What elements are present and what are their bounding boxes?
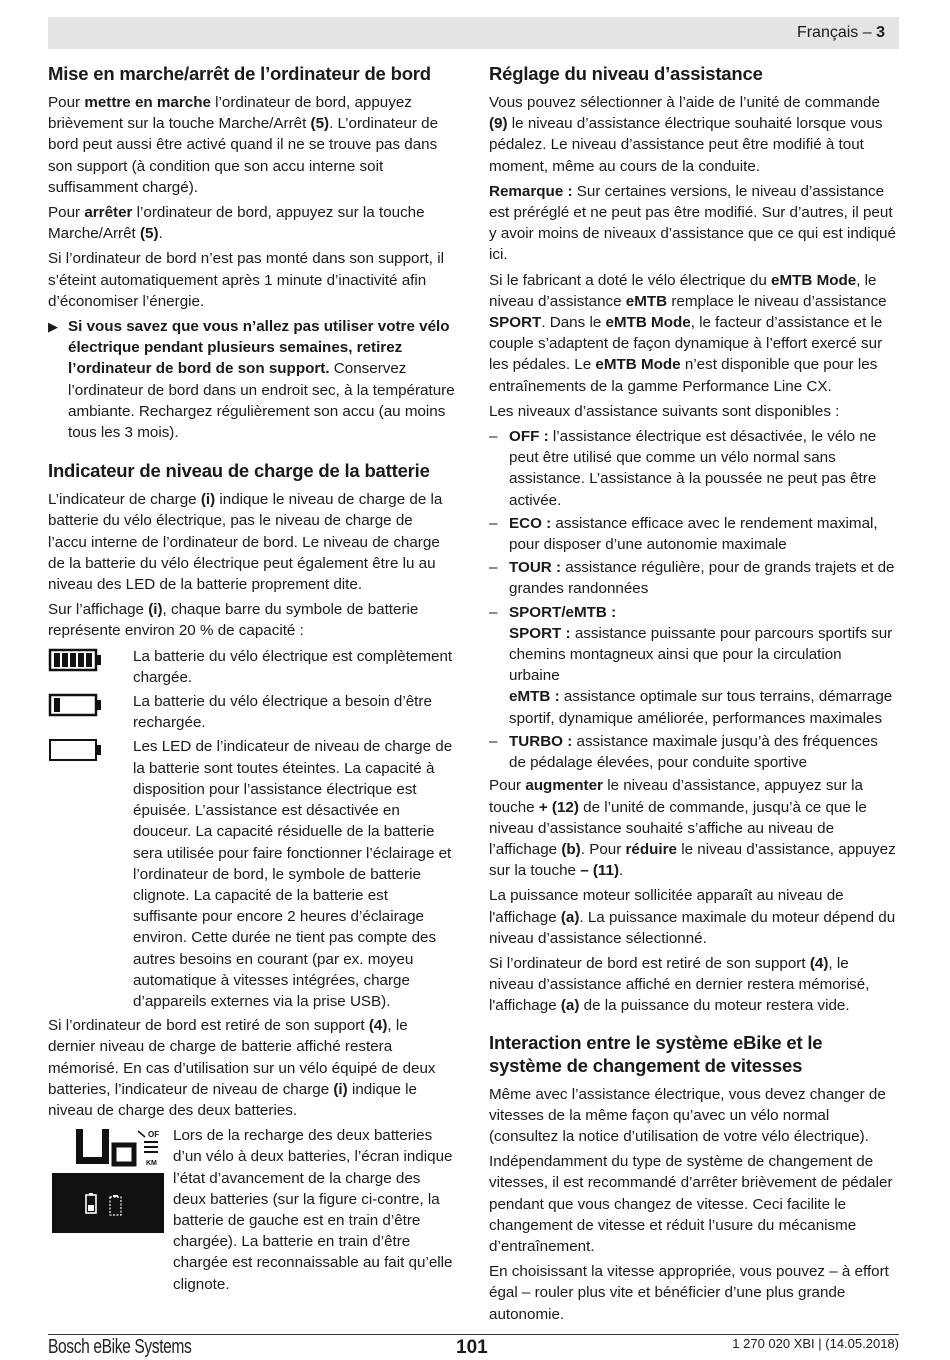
header-separator: – <box>858 24 877 41</box>
list-item-off: – OFF : l’assistance électrique est désactivée, le vélo ne peut être utilisé que comme un vélo normal sans assistance. L’assistance à la poussée ne peut pas être activée. <box>489 428 877 509</box>
section-title-battery: Indicateur de niveau de charge de la batterie <box>48 460 430 482</box>
list-item-tour: – TOUR : assistance régulière, pour de grands trajets et de grandes randonnées <box>489 559 895 598</box>
paragraph: Vous pouvez sélectionner à l’aide de l’unité de commande (9) le niveau d’assistance électrique souhaité lorsque vous pédalez. Le niveau d’assistance peut être modifié à tout moment, même au cours de la conduite. <box>489 94 883 175</box>
paragraph: En choisissant la vitesse appropriée, vous pouvez – à effort égal – rouler plus vite et bénéficier d’une plus grande autonomie. <box>489 1263 889 1323</box>
display-km-label: KM <box>146 1160 157 1168</box>
section-title-gear-shift: Interaction entre le système eBike et le système de changement de vitesses <box>489 1031 823 1076</box>
section-title-assistance: Réglage du niveau d’assistance <box>489 63 763 84</box>
battery-empty-icon <box>48 738 104 762</box>
battery-full-row: La batterie du vélo électrique est complètement chargée. <box>48 646 455 688</box>
battery-full-icon <box>48 648 104 672</box>
paragraph: L’indicateur de charge (i) indique le niveau de charge de la batterie du vélo électrique, pas le niveau de charge de l’accu interne de l’ordinateur de bord. Le niveau de charge de la batterie du vélo électrique peut également être lu au niveau des LED de la batterie proprement dite. <box>48 491 443 594</box>
paragraph: Si l’ordinateur de bord est retiré de son support (4), le niveau d’assistance affiché en dernier restera mémorisé, l'affichage (a) de la puissance du moteur restera vide. <box>489 954 870 1015</box>
triangle-arrow-icon: ▶ <box>48 319 58 335</box>
paragraph: Même avec l’assistance électrique, vous devez changer de vitesses de la même façon qu’avec un vélo normal (consultez la notice d’utilisation de votre vélo électrique). <box>489 1085 886 1145</box>
header-language-page <box>797 24 885 42</box>
paragraph: Si l’ordinateur de bord est retiré de son support (4), le dernier niveau de charge de batterie affiché restera mémorisé. En cas d’utilisation sur un vélo équipé de deux batteries, l’indicateur de niveau de charge (i) indique le niveau de charge des deux batteries. <box>48 1017 436 1119</box>
footer-divider <box>48 1334 899 1335</box>
section-title-power: Mise en marche/arrêt de l’ordinateur de bord <box>48 63 431 84</box>
page-number: 101 <box>456 1337 488 1358</box>
dual-battery-display-row: OF KM Lors de la recharge des deux batteries d’un vélo à deux batteries, l’écran indique l’état d’avancement de la charge des deux batteries (sur la figure ci-contre, la batterie de gauche est en train d’être chargée). La batterie en train d’être chargée est reconnaissable au fait qu’elle clignote. <box>48 1125 455 1295</box>
page-header-bar <box>48 17 899 49</box>
list-item-eco: – ECO : assistance efficace avec le rendement maximal, pour disposer d’une autonomie maximale <box>489 514 878 554</box>
paragraph: Pour arrêter l’ordinateur de bord, appuyez sur la touche Marche/Arrêt (5). <box>48 204 425 243</box>
paragraph: Pour mettre en marche l’ordinateur de bord, appuyez brièvement sur la touche Marche/Arrêt (5). L’ordinateur de bord peut aussi être activé quand il ne se trouve pas dans son support (à condition que son accu interne soit suffisamment chargé). <box>48 94 439 196</box>
header-page-number: 3 <box>876 24 885 41</box>
document-id: 1 270 020 XBI | (14.05.2018) <box>732 1336 899 1351</box>
paragraph: Les niveaux d’assistance suivants sont disponibles : <box>489 402 840 420</box>
list-item-sport-emtb: – SPORT/eMTB : SPORT : assistance puissante pour parcours sportifs sur chemins montagneux ainsi que pour la circulation urbaine eMTB : assistance optimale sur tous terrains, démarrage sportif, dynamique améliorée, performances maximales <box>489 603 893 727</box>
display-of-label: OF <box>148 1130 160 1140</box>
brand-logo: Bosch eBike Systems <box>48 1336 192 1358</box>
battery-low-icon <box>48 693 104 717</box>
paragraph: Si l’ordinateur de bord n’est pas monté dans son support, il s’éteint automatiquement après 1 minute d’inactivité afin d’économiser l’énergie. <box>48 250 444 310</box>
note-paragraph: Remarque : Sur certaines versions, le niveau d’assistance est préréglé et ne peut pas être modifié. Sur d’autres, il peut y avoir moins de niveaux d’assistance que ce qui est indiqué ici. <box>489 182 896 264</box>
battery-empty-row: Les LED de l’indicateur de niveau de charge de la batterie sont toutes éteintes. La capacité à disposition pour l’assistance électrique est épuisée. L’assistance est désactivée en douceur. La capacité résiduelle de la batterie sera utilisée pour faire fonctionner l’éclairage et l’ordinateur de bord, le symbole de batterie clignote. La capacité de la batterie est suffisante pour encore 2 heures d’éclairage environ. Cette durée ne tient pas compte des autres besoins en courant (par ex. moyeu automatique à vitesses intégrées, charge d’appareils externes via la prise USB). <box>48 736 455 1012</box>
paragraph: Pour augmenter le niveau d’assistance, appuyez sur la touche + (12) de l’unité de commande, jusqu’à ce que le niveau d’assistance souhaité s’affiche au niveau de l’affichage (b). Pour réduire le niveau d’assistance, appuyez sur la touche – (11). <box>489 777 896 880</box>
paragraph: Sur l’affichage (i), chaque barre du symbole de batterie représente environ 20 % de capacité : <box>48 601 419 640</box>
header-language: Français <box>796 24 859 41</box>
list-item-turbo: – TURBO : assistance maximale jusqu’à des fréquences de pédalage élevées, pour conduite sportive <box>489 732 878 772</box>
battery-low-row: La batterie du vélo électrique a besoin d’être rechargée. <box>48 691 455 733</box>
left-column <box>48 62 455 1295</box>
computer-display-icon <box>48 1125 168 1233</box>
paragraph: Indépendamment du type de système de changement de vitesses, il est recommandé d’arrêter brièvement de pédaler pendant que vous changez de vitesse. Ceci facilite le changement de vitesse et réduit l’usure du mécanisme d’entraînement. <box>489 1153 893 1255</box>
paragraph: Si le fabricant a doté le vélo électrique du eMTB Mode, le niveau d’assistance eMTB remplace le niveau d’assistance SPORT. Dans le eMTB Mode, le facteur d’assistance et le couple s’adaptent de façon dynamique à l’effort exercé sur les pédales. Le eMTB Mode n’est disponible que pour les entraînements de la gamme Performance Line CX. <box>489 271 887 395</box>
paragraph: La puissance moteur sollicitée apparaît au niveau de l'affichage (a). La puissance maximale du moteur dépend du niveau d’assistance sélectionné. <box>489 887 896 947</box>
warning-bullet: ▶ Si vous savez que vous n’allez pas utiliser votre vélo électrique pendant plusieurs semaines, retirez l’ordinateur de bord de son support. Conservez l’ordinateur de bord dans un endroit sec, à la température ambiante. Rechargez régulièrement son accu (au moins tous les 3 mois). <box>48 316 455 443</box>
right-column <box>489 62 896 1329</box>
